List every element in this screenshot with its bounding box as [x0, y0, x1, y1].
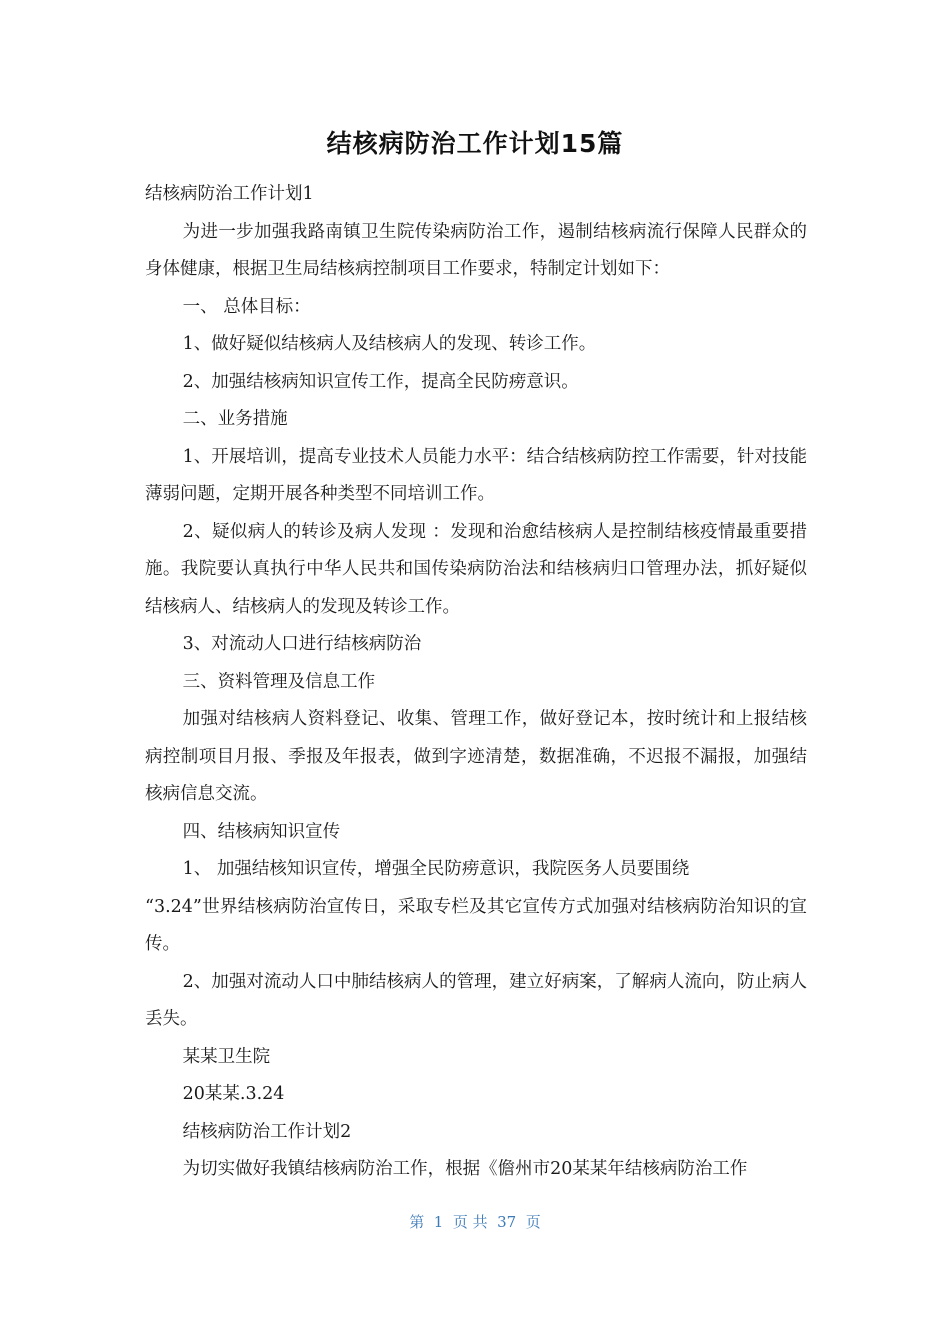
document-title: 结核病防治工作计划15篇	[326, 129, 624, 158]
paragraph: 结核病防治工作计划2	[182, 1121, 352, 1142]
paragraph: 3、对流动人口进行结核病防治	[182, 634, 422, 654]
paragraph: 加强对结核病人资料登记、收集、管理工作，做好登记本，按时统计和上报结核病控制项目月报、季报及年报表，做到字迹清楚，数据准确，不迟报不漏报，加强结核病信息交流。	[145, 709, 807, 804]
paragraph: 某某卫生院	[182, 1046, 271, 1067]
paragraph: 2、加强对流动人口中肺结核病人的管理，建立好病案，了解病人流向，防止病人丢失。	[145, 971, 807, 1029]
paragraph: 2、加强结核病知识宣传工作，提高全民防痨意识。	[182, 371, 579, 392]
paragraph: 1、做好疑似结核病人及结核病人的发现、转诊工作。	[182, 334, 597, 354]
paragraph: 二、业务措施	[182, 409, 288, 429]
paragraph: 四、结核病知识宣传	[182, 821, 341, 842]
paragraph: 一、 总体目标：	[182, 296, 311, 317]
paragraph: “3.24”世界结核病防治宣传日，采取专栏及其它宣传方式加强对结核病防治知识的宣传。	[145, 896, 807, 954]
paragraph: 1、开展培训，提高专业技术人员能力水平：结合结核病防控工作需要，针对技能薄弱问题，定期开展各种类型不同培训工作。	[145, 446, 807, 504]
paragraph: 三、资料管理及信息工作	[182, 671, 376, 692]
document-body	[145, 176, 807, 1189]
paragraph: 2、疑似病人的转诊及病人发现 ：发现和治愈结核病人是控制结核疫情最重要措施。我院要认真执行中华人民共和国传染病防治法和结核病归口管理办法，抓好疑似结核病人、结核病人的发现及转诊工作。	[145, 521, 807, 617]
paragraph: 为进一步加强我路南镇卫生院传染病防治工作，遏制结核病流行保障人民群众的身体健康，根据卫生局结核病控制项目工作要求，特制定计划如下：	[145, 221, 807, 279]
paragraph: 结核病防治工作计划1	[145, 184, 314, 204]
paragraph: 为切实做好我镇结核病防治工作，根据《儋州市20某某年结核病防治工作	[182, 1159, 748, 1179]
page-number-footer: 第 1 页 共 37 页	[409, 1213, 541, 1231]
paragraph: 20某某.3.24	[182, 1084, 285, 1104]
paragraph: 1、 加强结核知识宣传，增强全民防痨意识，我院医务人员要围绕	[182, 859, 690, 879]
